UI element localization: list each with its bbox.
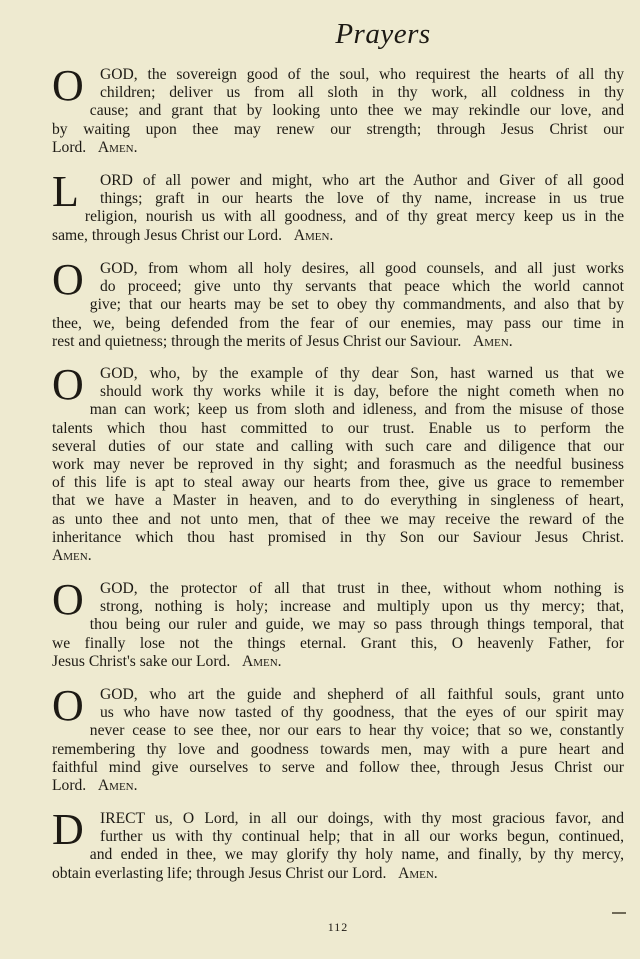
amen: Amen. bbox=[398, 864, 438, 882]
page-title-text: Prayers bbox=[335, 18, 431, 50]
amen: Amen. bbox=[473, 332, 513, 350]
prayer-line: GOD, the protector of all that trust in thee, without whom nothing is bbox=[100, 580, 624, 597]
prayer-line: inheritance which thou hast promised in thy Son our Saviour Jesus Christ. bbox=[52, 528, 624, 546]
lead-word: ORD bbox=[100, 172, 133, 189]
margin-mark bbox=[612, 912, 626, 914]
lead-word: IRECT bbox=[100, 810, 145, 827]
prayer-line: GOD, the sovereign good of the soul, who requirest the hearts of all thy bbox=[100, 66, 624, 83]
prayer-line: children; deliver us from all sloth in thy work, all coldness in thy bbox=[100, 84, 624, 102]
prayer-line: further us with thy continual help; that in all our works begun, continued, bbox=[100, 828, 624, 846]
prayer-line: thou being our ruler and guide, we may so pass through things temporal, that bbox=[89, 616, 624, 634]
prayer-1 bbox=[52, 61, 624, 157]
lead-word: GOD bbox=[100, 260, 134, 277]
prayer-line: us who have now tasted of thy goodness, that the eyes of our spirit may bbox=[100, 704, 624, 722]
amen: Amen. bbox=[52, 547, 92, 565]
prayer-line: cause; and grant that by looking unto thee we may rekindle our love, and bbox=[89, 102, 624, 120]
drop-cap: L bbox=[52, 167, 79, 216]
prayer-line: give; that our hearts may be set to obey thy commandments, and also that by bbox=[89, 296, 624, 314]
prayer-line: Jesus Christ's sake our Lord. Amen. bbox=[52, 652, 282, 670]
prayer-line: thee, we, being defended from the fear of our enemies, may pass our time in bbox=[52, 314, 624, 332]
drop-cap: O bbox=[52, 575, 84, 624]
drop-cap: O bbox=[52, 61, 84, 110]
drop-cap: D bbox=[52, 805, 84, 854]
lead-word: GOD bbox=[100, 580, 134, 597]
prayer-line: GOD, who art the guide and shepherd of all faithful souls, grant unto bbox=[100, 686, 624, 703]
prayer-line: that we have a Master in heaven, and to do everything in singleness of heart, bbox=[52, 492, 624, 510]
prayer-line: Lord. Amen. bbox=[52, 777, 138, 795]
prayer-5 bbox=[52, 575, 624, 671]
lead-word: GOD bbox=[100, 66, 134, 83]
prayer-line: obtain everlasting life; through Jesus Christ our Lord. Amen. bbox=[52, 864, 438, 882]
drop-cap: O bbox=[52, 681, 84, 730]
prayer-line: faithful mind give ourselves to serve and follow thee, through Jesus Christ our bbox=[52, 758, 624, 776]
page bbox=[52, 0, 624, 959]
amen: Amen. bbox=[97, 138, 138, 156]
prayer-line: religion, nourish us with all goodness, and of thy great mercy keep us in the bbox=[84, 208, 624, 226]
prayer-line bbox=[52, 547, 624, 565]
prayer-line: ORD of all power and might, who art the Author and Giver of all good bbox=[100, 172, 624, 189]
prayer-line: remembering thy love and goodness towards men, may with a pure heart and bbox=[52, 740, 624, 758]
prayer-7 bbox=[52, 805, 624, 883]
prayer-line: we finally lose not the things eternal. Grant this, O heavenly Father, for bbox=[52, 634, 624, 652]
lead-word: GOD bbox=[100, 686, 134, 703]
prayer-6 bbox=[52, 681, 624, 795]
prayer-line: never cease to see thee, nor our ears to hear thy voice; that so we, constantly bbox=[89, 722, 624, 740]
drop-cap: O bbox=[52, 255, 84, 304]
prayer-line: Lord. Amen. bbox=[52, 138, 138, 156]
page-number: 112 bbox=[327, 920, 349, 934]
prayer-line: of this life is apt to steal away our hearts from thee, give us grace to remember bbox=[52, 474, 624, 492]
prayer-line: and ended in thee, we may glorify thy holy name, and finally, by thy mercy, bbox=[89, 846, 624, 864]
prayer-line: IRECT us, O Lord, in all our doings, with thy most gracious favor, and bbox=[100, 810, 624, 827]
prayer-line: as unto thee and not unto men, that of thee we may receive the reward of the bbox=[52, 510, 624, 528]
prayer-2 bbox=[52, 167, 624, 245]
lead-word: GOD bbox=[100, 365, 134, 382]
prayer-line: do proceed; give unto thy servants that peace which the world cannot bbox=[100, 278, 624, 296]
prayer-4 bbox=[52, 360, 624, 565]
prayer-line: should work thy works while it is day, before the night cometh when no bbox=[100, 383, 624, 401]
amen: Amen. bbox=[241, 652, 282, 670]
amen: Amen. bbox=[97, 777, 138, 795]
prayer-line: same, through Jesus Christ our Lord. Amen. bbox=[52, 226, 334, 244]
prayer-line: GOD, from whom all holy desires, all good counsels, and all just works bbox=[100, 260, 624, 277]
prayer-line: GOD, who, by the example of thy dear Son, hast warned us that we bbox=[100, 365, 624, 382]
prayer-line: man can work; keep us from sloth and idleness, and from the misuse of those bbox=[89, 401, 624, 419]
amen: Amen. bbox=[293, 226, 334, 244]
prayer-line: things; graft in our hearts the love of thy name, increase in us true bbox=[100, 190, 624, 208]
drop-cap: O bbox=[52, 360, 84, 409]
prayer-line: talents which thou hast committed to our trust. Enable us to perform the bbox=[52, 419, 624, 437]
prayer-line: strong, nothing is holy; increase and multiply upon us thy mercy; that, bbox=[100, 598, 624, 616]
prayer-line: by waiting upon thee may renew our strength; through Jesus Christ our bbox=[52, 120, 624, 138]
prayer-line: work may never be reproved in thy sight; and forasmuch as the needful business bbox=[52, 456, 624, 474]
prayer-line: several duties of our state and calling with such care and diligence that our bbox=[52, 437, 624, 455]
prayer-line: rest and quietness; through the merits of Jesus Christ our Saviour. Amen. bbox=[52, 332, 513, 350]
page-title bbox=[52, 18, 624, 51]
prayer-3 bbox=[52, 255, 624, 351]
